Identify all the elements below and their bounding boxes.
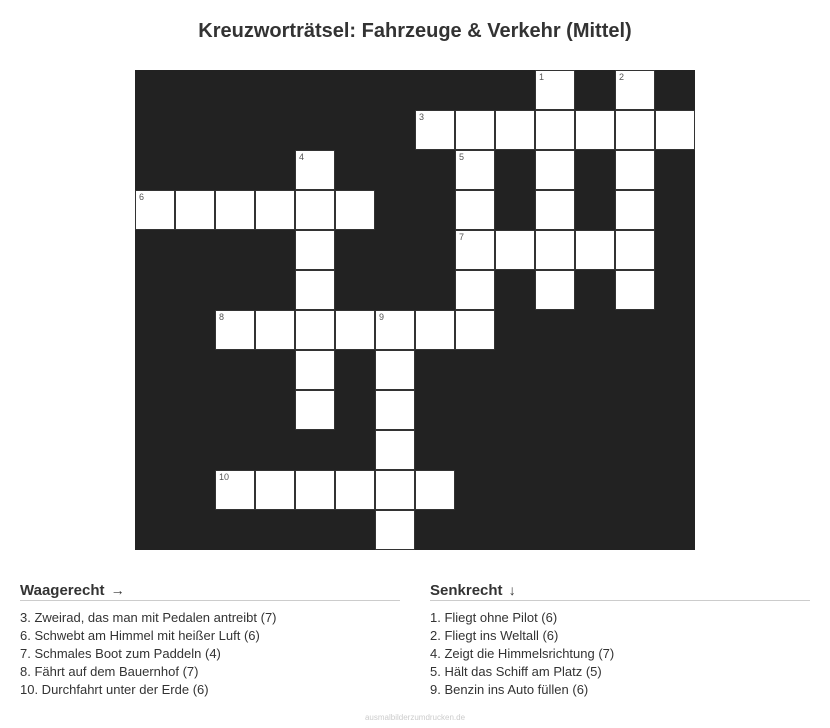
crossword-cell[interactable]	[575, 110, 615, 150]
crossword-cell[interactable]	[455, 230, 495, 270]
crossword-cell[interactable]	[375, 350, 415, 390]
down-arrow-icon: ↓	[508, 582, 516, 598]
crossword-cell[interactable]	[295, 150, 335, 190]
down-clue: 4. Zeigt die Himmelsrichtung (7)	[430, 646, 615, 661]
crossword-cell[interactable]	[455, 310, 495, 350]
crossword-cell[interactable]	[295, 390, 335, 430]
across-heading-label: Waagerecht	[20, 582, 105, 599]
crossword-cell[interactable]	[455, 190, 495, 230]
across-clue: 6. Schwebt am Himmel mit heißer Luft (6)	[20, 628, 260, 643]
crossword-cell[interactable]	[295, 350, 335, 390]
down-clue: 1. Fliegt ohne Pilot (6)	[430, 610, 558, 625]
clue-number: 3	[419, 112, 425, 122]
crossword-cell[interactable]	[295, 470, 335, 510]
across-clue: 10. Durchfahrt unter der Erde (6)	[20, 682, 209, 697]
clue-number: 5	[459, 152, 465, 162]
clue-number: 4	[299, 152, 305, 162]
down-clue: 5. Hält das Schiff am Platz (5)	[430, 664, 602, 679]
crossword-cell[interactable]	[535, 150, 575, 190]
crossword-cell[interactable]	[655, 110, 695, 150]
crossword-cell[interactable]	[415, 110, 455, 150]
crossword-cell[interactable]	[255, 190, 295, 230]
crossword-cell[interactable]	[455, 150, 495, 190]
crossword-cell[interactable]	[535, 110, 575, 150]
crossword-cell[interactable]	[135, 190, 175, 230]
crossword-cell[interactable]	[295, 310, 335, 350]
crossword-cell[interactable]	[535, 270, 575, 310]
clue-number: 8	[219, 312, 225, 322]
down-clue: 9. Benzin ins Auto füllen (6)	[430, 682, 589, 697]
crossword-grid	[135, 70, 695, 550]
crossword-cell[interactable]	[335, 470, 375, 510]
crossword-cell[interactable]	[615, 70, 655, 110]
clue-number: 1	[539, 72, 545, 82]
crossword-cell[interactable]	[255, 470, 295, 510]
crossword-cell[interactable]	[175, 190, 215, 230]
crossword-cell[interactable]	[295, 230, 335, 270]
crossword-cell[interactable]	[415, 310, 455, 350]
clue-number: 2	[619, 72, 625, 82]
crossword-cell[interactable]	[615, 150, 655, 190]
footer-credit: ausmalbilderzumdrucken.de	[364, 713, 466, 722]
crossword-cell[interactable]	[535, 190, 575, 230]
across-heading	[20, 582, 400, 601]
crossword-cell[interactable]	[575, 230, 615, 270]
crossword-cell[interactable]	[375, 310, 415, 350]
down-heading-label: Senkrecht	[430, 582, 503, 599]
crossword-cell[interactable]	[455, 270, 495, 310]
crossword-cell[interactable]	[495, 230, 535, 270]
crossword-cell[interactable]	[255, 310, 295, 350]
crossword-cell[interactable]	[375, 470, 415, 510]
crossword-cell[interactable]	[415, 470, 455, 510]
down-clue: 2. Fliegt ins Weltall (6)	[430, 628, 559, 643]
across-clue-list	[20, 609, 400, 699]
crossword-cell[interactable]	[335, 190, 375, 230]
across-clues-section	[20, 582, 400, 699]
clue-number: 6	[139, 192, 145, 202]
crossword-cell[interactable]	[495, 110, 535, 150]
crossword-cell[interactable]	[535, 230, 575, 270]
clue-number: 9	[379, 312, 385, 322]
crossword-cell[interactable]	[615, 190, 655, 230]
across-clue: 8. Fährt auf dem Bauernhof (7)	[20, 664, 199, 679]
crossword-cell[interactable]	[335, 310, 375, 350]
crossword-cell[interactable]	[455, 110, 495, 150]
crossword-cell[interactable]	[375, 390, 415, 430]
crossword-cell[interactable]	[215, 310, 255, 350]
crossword-cell[interactable]	[295, 190, 335, 230]
crossword-cell[interactable]	[295, 270, 335, 310]
crossword-cell[interactable]	[615, 270, 655, 310]
across-clue: 3. Zweirad, das man mit Pedalen antreibt (7)	[20, 610, 277, 625]
crossword-cell[interactable]	[215, 190, 255, 230]
down-clues-section	[430, 582, 810, 699]
clue-number: 10	[219, 472, 230, 482]
crossword-cell[interactable]	[615, 110, 655, 150]
clue-number: 7	[459, 232, 465, 242]
across-clue: 7. Schmales Boot zum Paddeln (4)	[20, 646, 221, 661]
crossword-cell[interactable]	[375, 430, 415, 470]
crossword-cell[interactable]	[535, 70, 575, 110]
down-heading	[430, 582, 810, 601]
right-arrow-icon: →	[110, 582, 125, 598]
crossword-cell[interactable]	[375, 510, 415, 550]
crossword-cell[interactable]	[615, 230, 655, 270]
crossword-cell[interactable]	[215, 470, 255, 510]
page-title: Kreuzworträtsel: Fahrzeuge & Verkehr (Mittel)	[198, 20, 632, 42]
down-clue-list	[430, 609, 810, 699]
